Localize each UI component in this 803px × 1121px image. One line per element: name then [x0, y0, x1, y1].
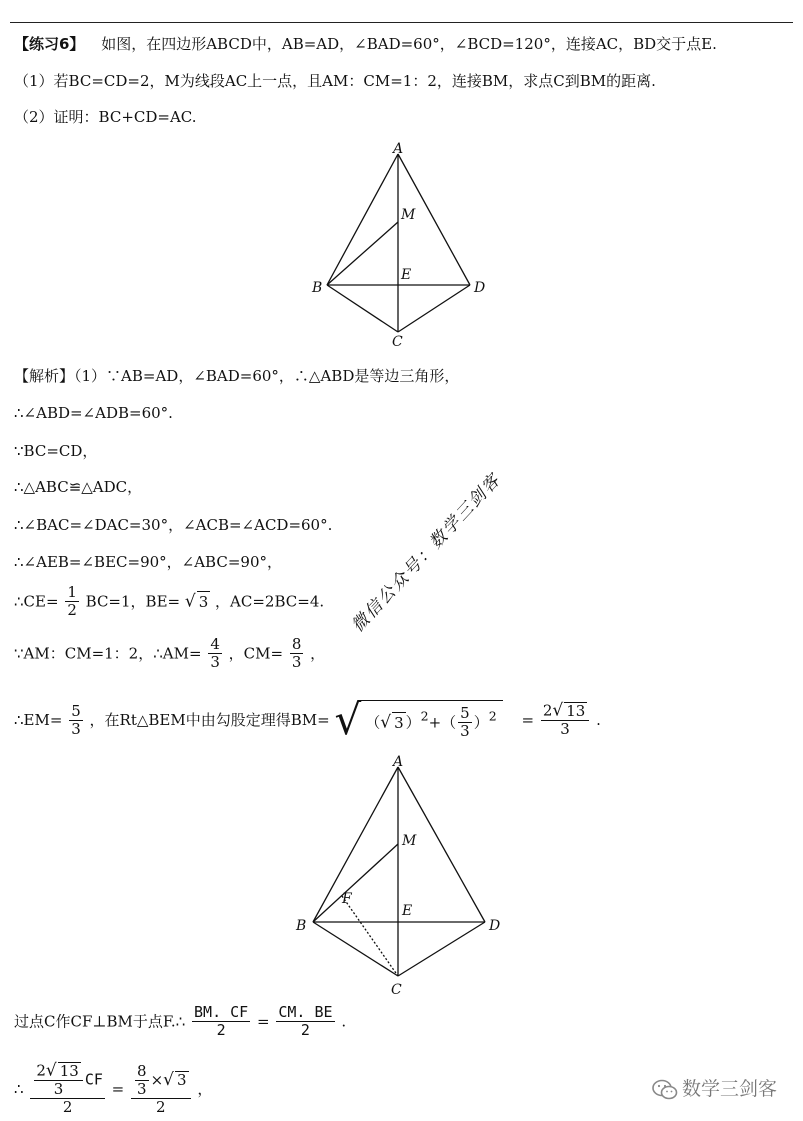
paren-open: （	[365, 713, 381, 732]
l9-pre: ∴EM=	[14, 711, 63, 729]
fraction-bm-result	[541, 702, 589, 738]
solution-line-6: ∴∠AEB=∠BEC=90°，∠ABC=90°，	[14, 553, 282, 571]
frac-num: 1	[67, 583, 77, 601]
problem-statement: 如图，在四边形ABCD中，AB=AD，∠BAD=60°，∠BCD=120°，连接AC，BD交于点E.	[101, 35, 717, 53]
fig1-label-m: M	[401, 207, 416, 223]
fig2-label-c: C	[391, 982, 402, 998]
frac-den: 3	[53, 1080, 64, 1098]
cf-text: CF	[84, 1070, 103, 1089]
sqrt-3: 3	[176, 1071, 187, 1089]
l8-post: ，	[310, 644, 326, 663]
l9-post: .	[596, 711, 601, 729]
fraction-inner	[34, 1062, 82, 1098]
sqrt-sign: √	[552, 700, 564, 721]
fig1-label-b: B	[312, 280, 323, 296]
fig1-label-e: E	[401, 267, 412, 283]
frac-den: 2	[156, 1097, 166, 1116]
exponent: 2	[488, 708, 497, 724]
frac-num: 8	[137, 1061, 147, 1080]
account-logo	[652, 1074, 777, 1101]
frac-num	[34, 1062, 82, 1081]
paren-close: ）	[405, 713, 421, 732]
frac-den: 2	[62, 1098, 73, 1116]
fraction-area-1	[192, 1004, 250, 1039]
solution-line-11	[14, 1062, 212, 1116]
solution-line-8	[14, 636, 325, 671]
sqrt-sign: √	[163, 1069, 174, 1090]
fig1-label-c: C	[392, 334, 403, 350]
l7-pre: ∴CE=	[14, 592, 59, 611]
sqrt-3: 3	[198, 593, 209, 611]
l7-post: ，AC=2BC=4.	[215, 592, 325, 611]
l7-mid: BC=1，BE=	[85, 592, 181, 611]
fig2-label-f: F	[342, 891, 352, 907]
frac-num	[30, 1062, 105, 1099]
fraction-compound	[30, 1062, 105, 1116]
watermark	[292, 423, 552, 686]
fraction-cm	[290, 636, 304, 671]
l8-pre: ∵AM：CM=1：2，∴AM=	[14, 644, 202, 663]
problem-line	[14, 33, 717, 54]
solution-line-5: ∴∠BAC=∠DAC=30°，∠ACB=∠ACD=60°.	[14, 516, 333, 534]
figure-1-quadrilateral	[300, 140, 500, 350]
solution-line-9	[14, 695, 601, 744]
l11-eq: =	[111, 1080, 125, 1098]
fraction-area-2	[276, 1004, 334, 1039]
l9-mid: ，在Rt△BEM中由勾股定理得BM=	[89, 711, 330, 729]
l10-pre: 过点C作CF⊥BM于点F.∴	[14, 1012, 186, 1031]
frac-num	[131, 1063, 191, 1099]
fig2-label-e: E	[402, 903, 413, 919]
frac-num: 5	[71, 701, 81, 720]
frac-num: 8	[291, 635, 302, 653]
solution-line-2: ∴∠ABD=∠ADB=60°.	[14, 404, 173, 422]
solution-line-7	[14, 584, 324, 619]
l10-eq: =	[256, 1012, 270, 1031]
fraction-eight-thirds	[135, 1063, 149, 1098]
l9-eq: =	[521, 711, 535, 729]
exponent: 2	[420, 708, 429, 724]
paren-close: ）	[473, 713, 489, 732]
frac-den: 3	[71, 719, 81, 738]
frac-num: CM. BE	[278, 1003, 333, 1021]
fraction-five-thirds	[458, 705, 472, 740]
coef: 2	[36, 1061, 46, 1080]
solution-line-4: ∴△ABC≌△ADC，	[14, 478, 143, 496]
frac-num	[541, 702, 589, 721]
times-sign: ×	[150, 1070, 164, 1089]
fig2-label-a: A	[393, 754, 404, 770]
plus-paren: +（	[428, 713, 457, 732]
coef: 2	[542, 701, 553, 720]
frac-den: 3	[291, 653, 302, 671]
figure-2-quadrilateral	[290, 750, 515, 1000]
fig1-label-d: D	[474, 280, 486, 296]
question-2: （2）证明：BC+CD=AC.	[14, 108, 197, 126]
wechat-icon	[652, 1079, 678, 1101]
fraction-em	[69, 703, 83, 738]
frac-den: 3	[137, 1079, 147, 1098]
sqrt-13: 13	[59, 1062, 79, 1080]
sqrt-sign: √	[380, 712, 392, 733]
fig1-label-a: A	[393, 141, 404, 157]
question-1: （1）若BC=CD=2，M为线段AC上一点，且AM：CM=1：2，连接BM，求点C到BM的距离.	[14, 72, 656, 90]
watermark-text: 微信公众号：数学三剑客	[347, 469, 506, 637]
radicand	[361, 700, 502, 740]
logo-text: 数学三剑客	[682, 1078, 778, 1100]
fig2-label-m: M	[402, 833, 417, 849]
fraction-one-half	[65, 584, 79, 619]
fig2-label-d: D	[489, 918, 501, 934]
sqrt-sign: √	[184, 591, 196, 612]
exercise-tag: 【练习6】	[14, 35, 85, 53]
l11-pre: ∴	[14, 1080, 24, 1098]
solution-line-3: ∵BC=CD，	[14, 442, 98, 460]
frac-den: 3	[210, 653, 220, 671]
solution-line-10	[14, 1004, 346, 1039]
frac-den: 3	[460, 722, 470, 740]
fig2-label-b: B	[296, 918, 307, 934]
l10-post: .	[341, 1012, 347, 1031]
fraction-right	[131, 1063, 191, 1116]
solution-line-1: 【解析】（1）∵AB=AD，∠BAD=60°，∴△ABD是等边三角形，	[14, 367, 460, 385]
big-radical-sign: √	[334, 695, 362, 744]
sqrt-sign: √	[45, 1060, 57, 1081]
sqrt-13: 13	[566, 702, 586, 720]
frac-num: BM. CF	[194, 1003, 249, 1021]
frac-num: 5	[460, 704, 470, 722]
top-rule	[10, 22, 793, 23]
sqrt-3: 3	[394, 714, 404, 732]
frac-den: 2	[216, 1021, 226, 1039]
fraction-am	[208, 636, 222, 671]
frac-den: 2	[67, 601, 77, 619]
frac-num: 4	[210, 635, 220, 653]
l8-mid: ，CM=	[228, 644, 284, 663]
frac-den: 2	[300, 1021, 310, 1039]
frac-den: 3	[560, 720, 570, 738]
l11-post: ，	[197, 1080, 213, 1098]
